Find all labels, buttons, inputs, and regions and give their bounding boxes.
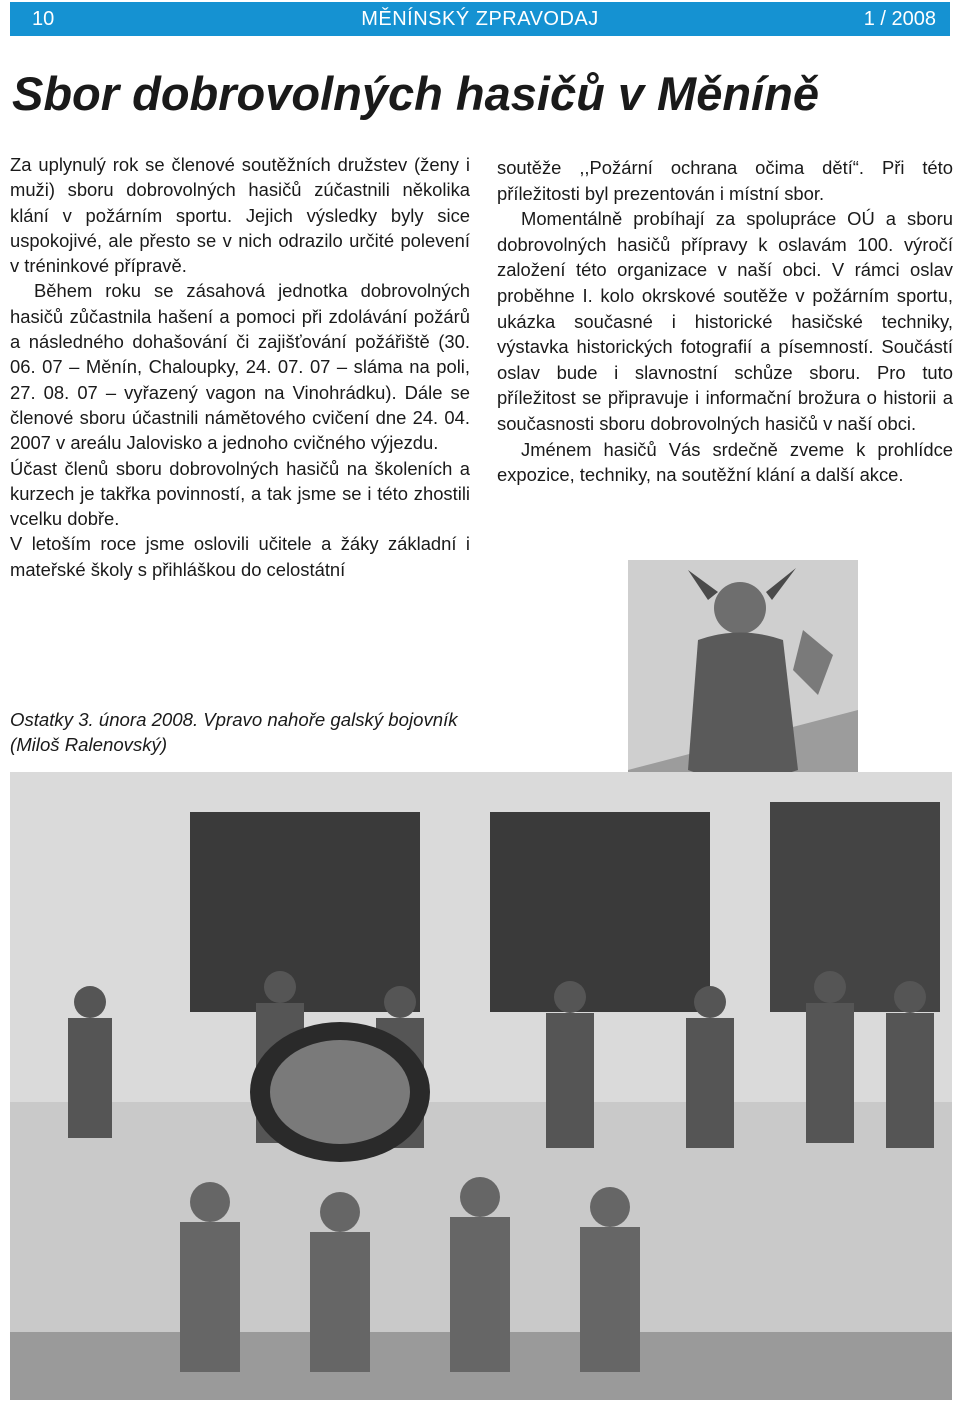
paragraph: Jménem hasičů Vás srdečně zveme k prohlídce expozice, techniky, na soutěžní klání a další akce. xyxy=(497,438,953,486)
photo-group-carnival-graphic xyxy=(10,772,952,1400)
publication-name: MĚNÍNSKÝ ZPRAVODAJ xyxy=(361,8,599,30)
photo-caption: Ostatky 3. února 2008. Vpravo nahoře galský bojovník (Miloš Ralenovský) xyxy=(10,709,458,755)
page-number: 10 xyxy=(32,8,55,30)
issue-number: 1 / 2008 xyxy=(863,8,936,30)
article-title: Sbor dobrovolných hasičů v Měníně xyxy=(12,67,819,120)
paragraph: Za uplynulý rok se členové soutěžních družstev (ženy i muži) sboru dobrovolných hasičů zúčastnili několika klání v požárním sportu. Jejich výsledky byly sice uspokojivé, ale přesto se v nich odrazilo určité polevení v tréninkové přípravě. xyxy=(10,154,470,277)
page-header-bar xyxy=(10,2,950,36)
photo-group-carnival xyxy=(10,772,952,1400)
paragraph: Momentálně probíhají za spolupráce OÚ a sboru dobrovolných hasičů přípravy k oslavám 100. výročí založení této organizace v naší obci. V rámci oslav proběhne I. kolo okrskové soutěže v požárním sportu, ukázka současné i historické hasičské techniky, výstavka historických fotografií a písemností. Součástí oslav bude i slavnostní schůze sboru. Pro tuto příležitost se připravuje i informační brožura o historii a současnosti sboru dobrovolných hasičů v naší obci. xyxy=(497,208,953,434)
paragraph: V letoším roce jsme oslovili učitele a žáky základní i mateřské školy s přihláškou do celostátní xyxy=(10,533,470,580)
right-column xyxy=(497,155,953,488)
paragraph: soutěže ,,Požární ochrana očima dětí“. Při této příležitosti byl prezentován i místní sbor. xyxy=(497,157,953,204)
left-column xyxy=(10,152,470,582)
paragraph: Účast členů sboru dobrovolných hasičů na školeních a kurzech je takřka povinností, a tak jsme se i této zhostili vcelku dobře. xyxy=(10,457,470,530)
paragraph: Během roku se zásahová jednotka dobrovolných hasičů zůčastnila hašení a pomoci při zdolávání požárů a následného dohašování či zajišťování požářiště (30. 06. 07 – Měnín, Chaloupky, 24. 07. 07 – sláma na poli, 27. 08. 07 – vyřazený vagon na Vinohrádku). Dále se členové sboru účastnili námětového cvičení dne 24. 04. 2007 v areálu Jalovisko a jednoho cvičného výjezdu. xyxy=(10,280,470,454)
